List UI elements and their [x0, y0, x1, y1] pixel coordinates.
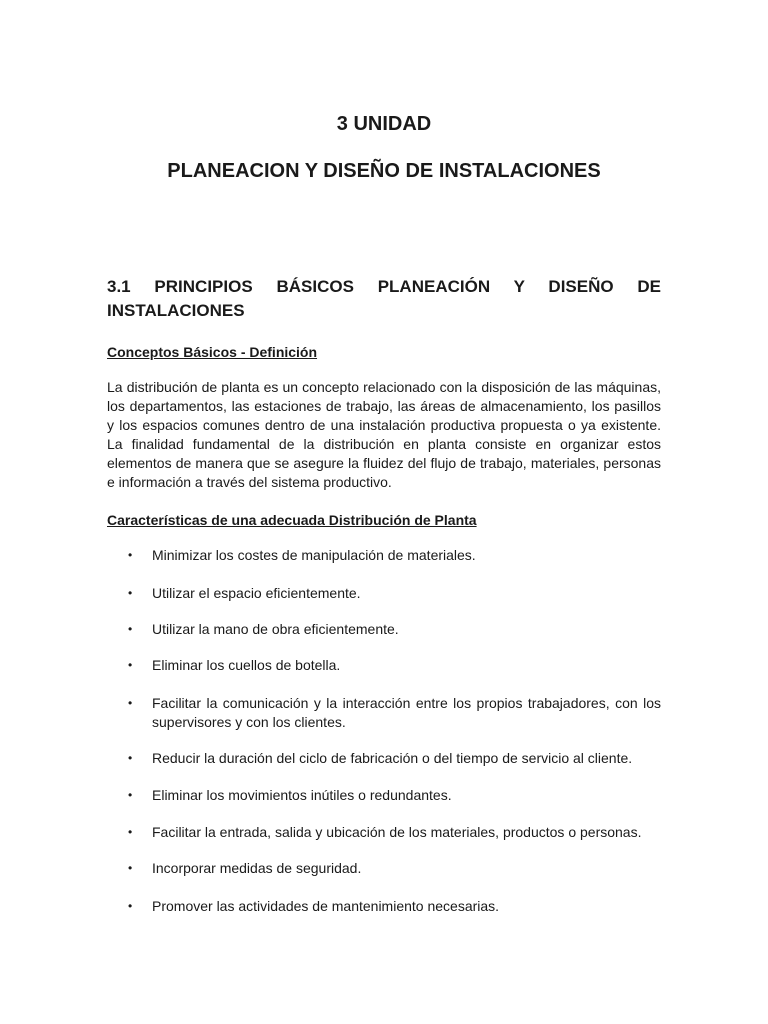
- list-item: [128, 859, 661, 878]
- definition-paragraph: La distribución de planta es un concepto relacionado con la disposición de las máquinas, los departamentos, las estaciones de trabajo, las áreas de almacenamiento, los pasillos y los espacios comunes dentro de una instalación productiva propuesta o ya existente. La finalidad fundamental de la distribución en planta consiste en organizar estos elementos de manera que se asegure la fluidez del flujo de trabajo, materiales, personas e información a través del sistema productivo.: [107, 379, 661, 490]
- list-item-text: Utilizar la mano de obra eficientemente.: [152, 621, 399, 637]
- list-item-text: Promover las actividades de mantenimiento necesarias.: [152, 898, 500, 914]
- list-item-text: Reducir la duración del ciclo de fabricación o del tiempo de servicio al cliente.: [152, 750, 633, 766]
- bullet-icon: •: [128, 622, 133, 636]
- definition-heading: Conceptos Básicos - Definición: [107, 344, 318, 360]
- list-item-text: Incorporar medidas de seguridad.: [152, 860, 362, 876]
- bullet-icon: •: [128, 861, 133, 875]
- characteristics-heading: Características de una adecuada Distribución de Planta: [107, 512, 477, 528]
- list-item-text: Eliminar los cuellos de botella.: [152, 657, 341, 673]
- list-item: [128, 620, 661, 639]
- list-item: [128, 749, 661, 768]
- bullet-icon: •: [128, 658, 133, 672]
- list-item-text: Utilizar el espacio eficientemente.: [152, 585, 361, 601]
- bullet-icon: •: [128, 696, 133, 710]
- list-item-text: Facilitar la comunicación y la interacción entre los propios trabajadores, con los supervisores y con los clientes.: [152, 695, 661, 730]
- unit-title: 3 UNIDAD: [336, 113, 432, 135]
- list-item: [128, 656, 661, 675]
- main-title: PLANEACION Y DISEÑO DE INSTALACIONES: [167, 160, 601, 182]
- bullet-icon: •: [128, 899, 133, 913]
- list-item: [128, 823, 661, 842]
- bullet-icon: •: [128, 825, 133, 839]
- list-item: [128, 694, 661, 732]
- bullet-icon: •: [128, 586, 133, 600]
- list-item-text: Eliminar los movimientos inútiles o redundantes.: [152, 787, 452, 803]
- list-item: [128, 897, 661, 916]
- list-item: [128, 546, 661, 565]
- bullet-icon: •: [128, 788, 133, 802]
- bullet-icon: •: [128, 751, 133, 765]
- list-item: [128, 584, 661, 603]
- list-item-text: Facilitar la entrada, salida y ubicación de los materiales, productos o personas.: [152, 824, 642, 840]
- section-heading: 3.1 PRINCIPIOS BÁSICOS PLANEACIÓN Y DISEÑO DE INSTALACIONES: [107, 277, 661, 320]
- list-item-text: Minimizar los costes de manipulación de materiales.: [152, 547, 476, 563]
- bullet-icon: •: [128, 548, 133, 562]
- list-item: [128, 786, 661, 805]
